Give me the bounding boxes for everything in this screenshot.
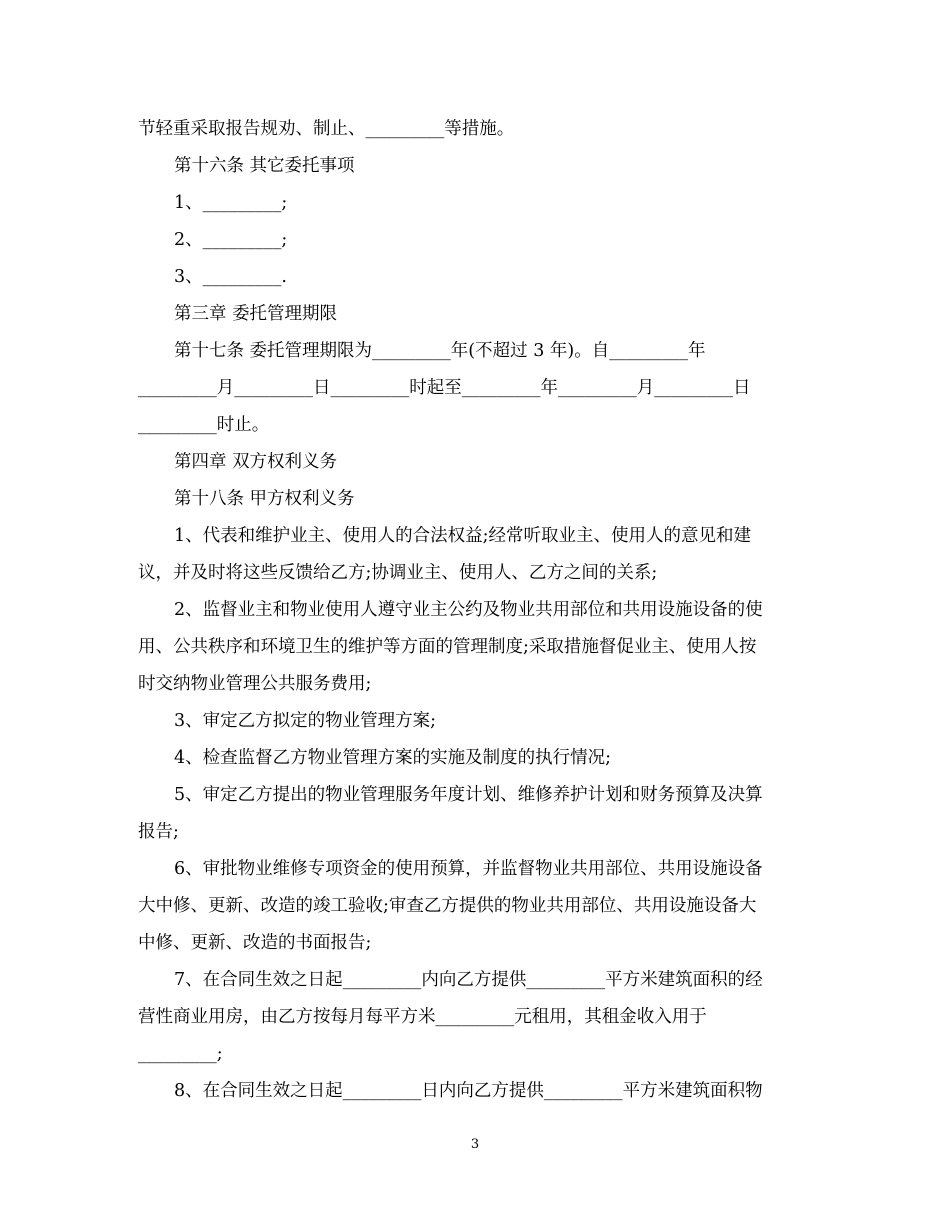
text-line: 节轻重采取报告规劝、制止、_________等措施。	[138, 119, 515, 139]
text-line: 6、审批物业维修专项资金的使用预算，并监督物业共用部位、共用设施设备	[174, 859, 763, 879]
text-line: 3、审定乙方拟定的物业管理方案;	[174, 711, 437, 731]
text-line: _________月_________日_________时起至_________年_________月_________日	[138, 378, 751, 398]
text-line: 1、代表和维护业主、使用人的合法权益;经常听取业主、使用人的意见和建	[174, 526, 752, 546]
text-line: 5、审定乙方提出的物业管理服务年度计划、维修养护计划和财务预算及决算	[174, 785, 763, 805]
list-item: 1、_________;	[174, 193, 288, 213]
text-line: 7、在合同生效之日起_________内向乙方提供_________平方米建筑面积的经	[174, 970, 763, 990]
article-heading: 第十八条 甲方权利义务	[174, 489, 355, 509]
text-line: 报告;	[138, 822, 179, 842]
text-line: 8、在合同生效之日起_________日内向乙方提供_________平方米建筑面积物	[174, 1081, 763, 1101]
chapter-heading: 第三章 委托管理期限	[174, 304, 338, 324]
page-number: 3	[470, 1137, 480, 1152]
chapter-heading: 第四章 双方权利义务	[174, 452, 338, 472]
text-line: 4、检查监督乙方物业管理方案的实施及制度的执行情况;	[174, 748, 612, 768]
text-line: _________时止。	[138, 415, 270, 435]
text-line: 用、公共秩序和环境卫生的维护等方面的管理制度;采取措施督促业主、使用人按	[138, 637, 757, 657]
list-item: 2、_________;	[174, 230, 288, 250]
text-line: 第十七条 委托管理期限为_________年(不超过 3 年)。自_________年	[174, 341, 706, 361]
article-heading: 第十六条 其它委托事项	[174, 156, 355, 176]
text-line: 议，并及时将这些反馈给乙方;协调业主、使用人、乙方之间的关系;	[138, 563, 658, 583]
text-line: 2、监督业主和物业使用人遵守业主公约及物业共用部位和共用设施设备的使	[174, 600, 763, 620]
text-line: 时交纳物业管理公共服务费用;	[138, 674, 372, 694]
text-line: 中修、更新、改造的书面报告;	[138, 933, 372, 953]
text-line: 大中修、更新、改造的竣工验收;审查乙方提供的物业共用部位、共用设施设备大	[138, 896, 757, 916]
text-line: _________;	[138, 1044, 223, 1064]
list-item: 3、_________.	[174, 267, 287, 287]
text-line: 营性商业用房，由乙方按每月每平方米_________元租用，其租金收入用于	[138, 1007, 707, 1027]
